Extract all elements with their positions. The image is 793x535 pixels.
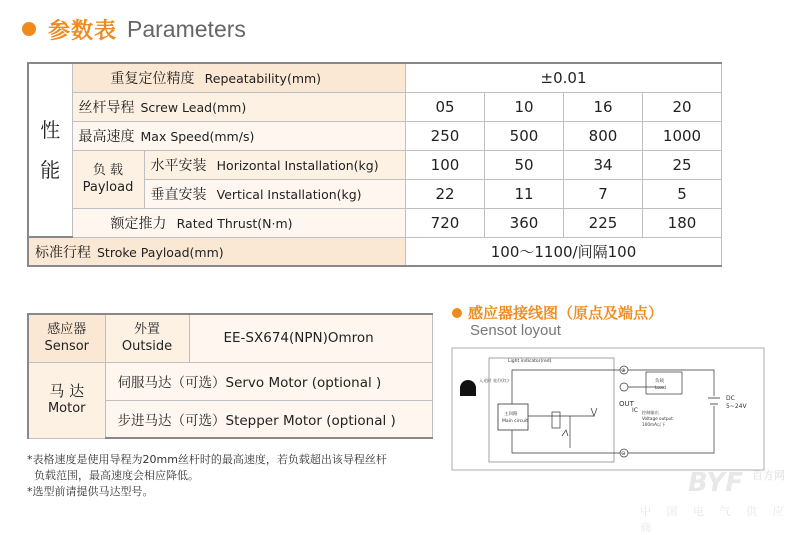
title-cn: 参数表 [48, 18, 118, 44]
note-line: 负载范围，最高速度会相应降低。 [27, 469, 199, 482]
watermark-site: 百方网 [752, 469, 785, 482]
ic-label: IC [632, 407, 638, 414]
table-cell: 16 [564, 92, 643, 121]
plus-label: ⊕ [621, 368, 626, 374]
table-cell: 05 [406, 92, 485, 121]
rated-thrust-label: 额定推力 Rated Thrust(N·m) [72, 208, 406, 237]
note-line: *选型前请提供马达型号。 [27, 485, 154, 498]
section-header [22, 12, 246, 46]
wiring-diagram [452, 348, 764, 470]
watermark-text: 中 国 电 气 供 应 商 [640, 505, 790, 534]
table-cell: 1000 [643, 121, 722, 150]
control-output-label: 控制输出 [642, 410, 659, 415]
table-row [28, 314, 433, 362]
table-cell: 10 [485, 92, 564, 121]
max-speed-label: 最高速度 Max Speed(mm/s) [72, 121, 406, 150]
load-cn: 负载 [655, 379, 664, 384]
table-cell: 22 [406, 179, 485, 208]
voltage-spec-label: 100mA以下 [642, 422, 666, 427]
sensor-label: 感应器 Sensor [28, 314, 105, 362]
entry-label: 入光时 亮灯(红) [479, 378, 509, 383]
horizontal-label: 水平安装 Horizontal Installation(kg) [144, 150, 406, 179]
voltage-output-label: Voltage output [642, 416, 673, 421]
repeatability-label: 重复定位精度 Repeatability(mm) [72, 63, 406, 92]
motor-label: 马 达 Motor [28, 362, 105, 438]
table-row [28, 92, 722, 121]
sensor-layout-subtitle: Sensot loyout [470, 322, 561, 339]
payload-label: 负 载 Payload [72, 150, 144, 208]
sensor-motor-table [27, 313, 433, 439]
bullet-dot-icon [452, 308, 462, 318]
table-row [28, 63, 722, 92]
table-cell: 20 [643, 92, 722, 121]
table-cell: 11 [485, 179, 564, 208]
table-row [28, 208, 722, 237]
table-row [28, 237, 722, 266]
sensor-model: EE-SX674(NPN)Omron [189, 314, 433, 362]
repeatability-value: ±0.01 [406, 63, 722, 92]
stroke-label: 标准行程 Stroke Payload(mm) [28, 237, 406, 266]
table-cell: 360 [485, 208, 564, 237]
table-cell: 720 [406, 208, 485, 237]
table-row [28, 362, 433, 400]
dc-range-label: 5~24V [726, 403, 747, 410]
table-cell: 250 [406, 121, 485, 150]
main-circuit-cn: 主回路 [504, 412, 518, 417]
vertical-label: 垂直安装 Vertical Installation(kg) [144, 179, 406, 208]
minus-label: ⊖ [621, 451, 626, 457]
outside-label: 外置 Outside [105, 314, 189, 362]
table-cell: 180 [643, 208, 722, 237]
notes [27, 452, 447, 500]
parameters-table [27, 62, 722, 267]
led-icon [460, 380, 476, 396]
main-circuit-en: Main circuit [502, 419, 528, 424]
servo-motor-option: 伺服马达（可选）Servo Motor (optional ) [105, 362, 433, 400]
note-line: *表格速度是使用导程为20mm丝杆时的最高速度，若负载超出该导程丝杆 [27, 453, 387, 466]
table-row [28, 121, 722, 150]
table-cell: 500 [485, 121, 564, 150]
title-en: Parameters [127, 15, 246, 42]
table-cell: 25 [643, 150, 722, 179]
table-cell: 225 [564, 208, 643, 237]
table-cell: 7 [564, 179, 643, 208]
main-circuit-box [498, 404, 528, 430]
table-cell: 800 [564, 121, 643, 150]
stepper-motor-option: 步进马达（可选）Stepper Motor (optional ) [105, 400, 433, 438]
light-indicator-label: Light indicator(red) [508, 359, 552, 364]
stroke-value: 100～1100/间隔100 [406, 237, 722, 266]
table-row [28, 150, 722, 179]
table-cell: 5 [643, 179, 722, 208]
table-cell: 34 [564, 150, 643, 179]
bullet-dot-icon [22, 22, 36, 36]
screw-lead-label: 丝杆导程 Screw Lead(mm) [72, 92, 406, 121]
performance-label: 性 能 [28, 63, 72, 237]
out-label: OUT [619, 400, 634, 408]
watermark-brand: BYF [688, 468, 743, 498]
sensor-layout-title: 感应器接线图（原点及端点） [452, 302, 663, 323]
dc-label: DC [726, 395, 735, 402]
load-en: Load [655, 386, 666, 391]
out-terminal [620, 383, 628, 391]
table-cell: 100 [406, 150, 485, 179]
table-cell: 50 [485, 150, 564, 179]
